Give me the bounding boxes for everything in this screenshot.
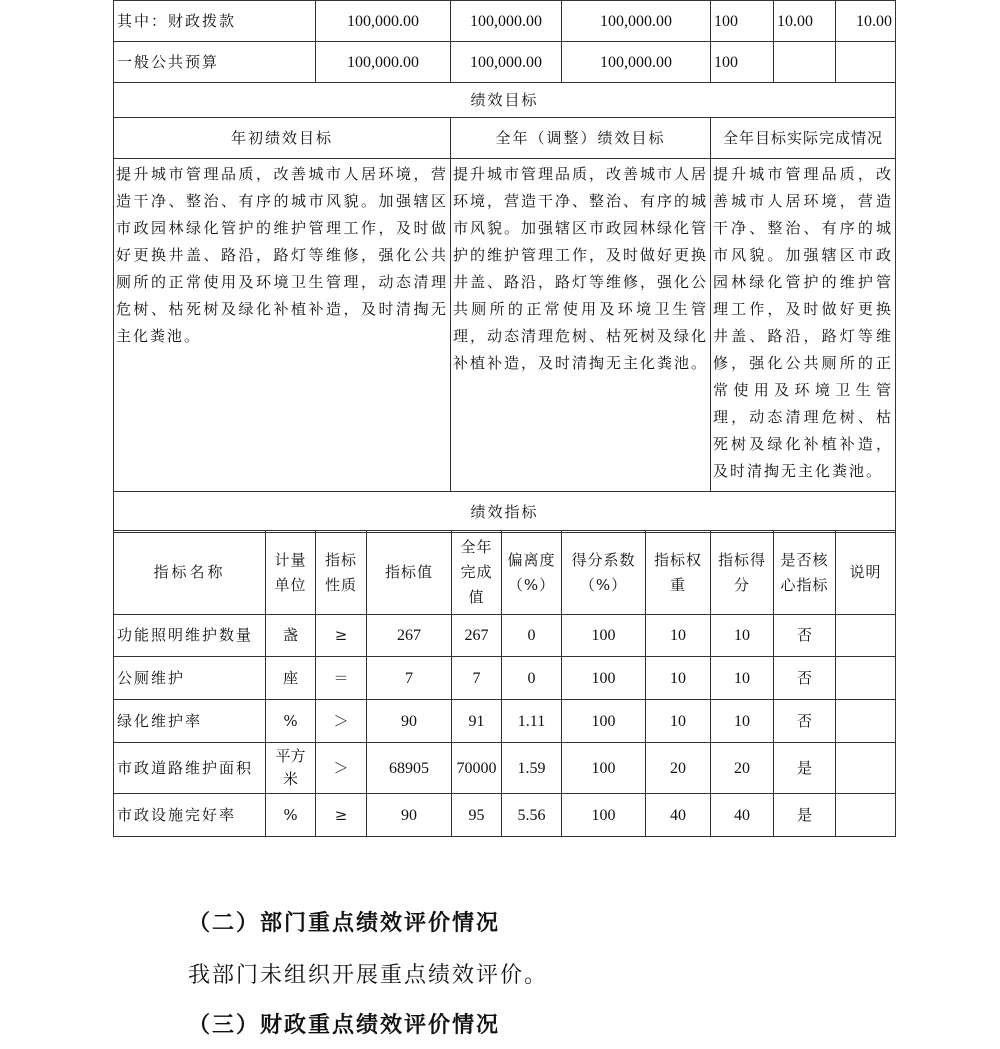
indicator-actual: 267 — [452, 615, 502, 657]
header-cell: 全年完成值 — [452, 531, 502, 615]
goals-header-adjusted: 全年（调整）绩效目标 — [451, 118, 711, 159]
indicator-target: 90 — [367, 794, 452, 837]
header-cell: 得分系数（%） — [562, 531, 646, 615]
indicator-deviation: 0 — [502, 615, 562, 657]
indicator-score: 10 — [711, 615, 774, 657]
indicator-name: 绿化维护率 — [114, 700, 266, 743]
funding-value: 100,000.00 — [562, 1, 711, 42]
indicator-weight: 20 — [646, 743, 711, 794]
indicator-note — [836, 657, 896, 700]
heading-key-evaluation-dept: （二）部门重点绩效评价情况 — [188, 910, 501, 936]
indicator-actual: 95 — [452, 794, 502, 837]
indicator-target: 7 — [367, 657, 452, 700]
indicator-nature: ＞ — [316, 743, 367, 794]
header-cell: 指标得分 — [711, 531, 774, 615]
indicator-coef: 100 — [562, 794, 646, 837]
goal-initial-text: 提升城市管理品质，改善城市人居环境，营造干净、整治、有序的城市风貌。加强辖区市政园林绿化管护的维护管理工作，及时做好更换井盖、路沿，路灯等维修，强化公共厕所的正常使用及环境卫生管理，动态清理危树、枯死树及绿化补植补造，及时清掏无主化粪池。 — [114, 159, 451, 492]
indicators-header-row — [114, 531, 896, 615]
indicator-row — [114, 794, 896, 837]
indicator-core: 否 — [774, 657, 836, 700]
indicator-score: 40 — [711, 794, 774, 837]
indicator-nature: ＞ — [316, 700, 367, 743]
header-cell: 计量单位 — [266, 531, 316, 615]
indicator-note — [836, 700, 896, 743]
indicator-deviation: 1.11 — [502, 700, 562, 743]
indicators-section-title: 绩效指标 — [114, 492, 896, 533]
heading-key-evaluation-finance: （三）财政重点绩效评价情况 — [188, 1012, 501, 1038]
indicator-unit: 平方米 — [266, 743, 316, 794]
indicator-name: 市政设施完好率 — [114, 794, 266, 837]
goals-section-title: 绩效目标 — [114, 83, 896, 118]
goals-header-actual: 全年目标实际完成情况 — [711, 118, 896, 159]
indicator-coef: 100 — [562, 743, 646, 794]
indicator-unit: 座 — [266, 657, 316, 700]
funding-value: 100,000.00 — [562, 42, 711, 83]
indicator-name: 市政道路维护面积 — [114, 743, 266, 794]
funding-label: 其中：财政拨款 — [114, 1, 316, 42]
indicator-target: 90 — [367, 700, 452, 743]
funding-value: 100 — [711, 42, 774, 83]
funding-value: 10.00 — [774, 1, 836, 42]
funding-label: 一般公共预算 — [114, 42, 316, 83]
indicator-actual: 91 — [452, 700, 502, 743]
indicator-actual: 70000 — [452, 743, 502, 794]
indicator-core: 否 — [774, 700, 836, 743]
indicator-unit: % — [266, 700, 316, 743]
indicator-nature: ＝ — [316, 657, 367, 700]
goals-table — [113, 0, 896, 533]
header-cell: 指标名称 — [114, 531, 266, 615]
indicator-nature: ≥ — [316, 794, 367, 837]
indicator-nature: ≥ — [316, 615, 367, 657]
indicator-weight: 10 — [646, 700, 711, 743]
indicator-note — [836, 794, 896, 837]
indicator-target: 68905 — [367, 743, 452, 794]
indicator-row — [114, 657, 896, 700]
indicator-unit: 盏 — [266, 615, 316, 657]
header-cell: 偏离度（%） — [502, 531, 562, 615]
funding-value: 100,000.00 — [316, 42, 451, 83]
body-text-dept: 我部门未组织开展重点绩效评价。 — [188, 963, 549, 988]
indicator-unit: % — [266, 794, 316, 837]
goal-adjusted-text: 提升城市管理品质，改善城市人居环境，营造干净、整治、有序的城市风貌。加强辖区市政园林绿化管护的维护管理工作，及时做好更换井盖、路沿，路灯等维修，强化公共厕所的正常使用及环境卫生管理，动态清理危树、枯死树及绿化补植补造，及时清掏无主化粪池。 — [451, 159, 711, 492]
funding-value: 100,000.00 — [451, 42, 562, 83]
funding-row — [114, 1, 896, 42]
indicator-deviation: 1.59 — [502, 743, 562, 794]
indicators-table — [113, 530, 896, 837]
funding-value: 100,000.00 — [451, 1, 562, 42]
indicator-name: 功能照明维护数量 — [114, 615, 266, 657]
indicator-score: 10 — [711, 657, 774, 700]
indicator-coef: 100 — [562, 657, 646, 700]
header-cell: 是否核心指标 — [774, 531, 836, 615]
header-cell: 说明 — [836, 531, 896, 615]
funding-value: 100 — [711, 1, 774, 42]
indicator-actual: 7 — [452, 657, 502, 700]
goals-header-initial: 年初绩效目标 — [114, 118, 451, 159]
indicator-core: 是 — [774, 743, 836, 794]
indicator-core: 否 — [774, 615, 836, 657]
indicator-row — [114, 743, 896, 794]
indicator-weight: 40 — [646, 794, 711, 837]
funding-value: 100,000.00 — [316, 1, 451, 42]
header-cell: 指标值 — [367, 531, 452, 615]
indicator-coef: 100 — [562, 615, 646, 657]
indicator-deviation: 0 — [502, 657, 562, 700]
indicator-target: 267 — [367, 615, 452, 657]
indicator-score: 10 — [711, 700, 774, 743]
indicator-note — [836, 743, 896, 794]
funding-value — [836, 42, 896, 83]
indicator-name: 公厕维护 — [114, 657, 266, 700]
funding-value: 10.00 — [836, 1, 896, 42]
indicator-note — [836, 615, 896, 657]
indicator-score: 20 — [711, 743, 774, 794]
header-cell: 指标权重 — [646, 531, 711, 615]
indicator-deviation: 5.56 — [502, 794, 562, 837]
funding-row — [114, 42, 896, 83]
goal-actual-text: 提升城市管理品质，改善城市人居环境，营造干净、整治、有序的城市风貌。加强辖区市政园林绿化管护的维护管理工作，及时做好更换井盖、路沿，路灯等维修，强化公共厕所的正常使用及环境卫生管理，动态清理危树、枯死树及绿化补植补造，及时清掏无主化粪池。 — [711, 159, 896, 492]
indicator-row — [114, 615, 896, 657]
indicator-weight: 10 — [646, 657, 711, 700]
header-cell: 指标性质 — [316, 531, 367, 615]
indicator-weight: 10 — [646, 615, 711, 657]
indicator-core: 是 — [774, 794, 836, 837]
indicator-row — [114, 700, 896, 743]
indicator-coef: 100 — [562, 700, 646, 743]
funding-value — [774, 42, 836, 83]
